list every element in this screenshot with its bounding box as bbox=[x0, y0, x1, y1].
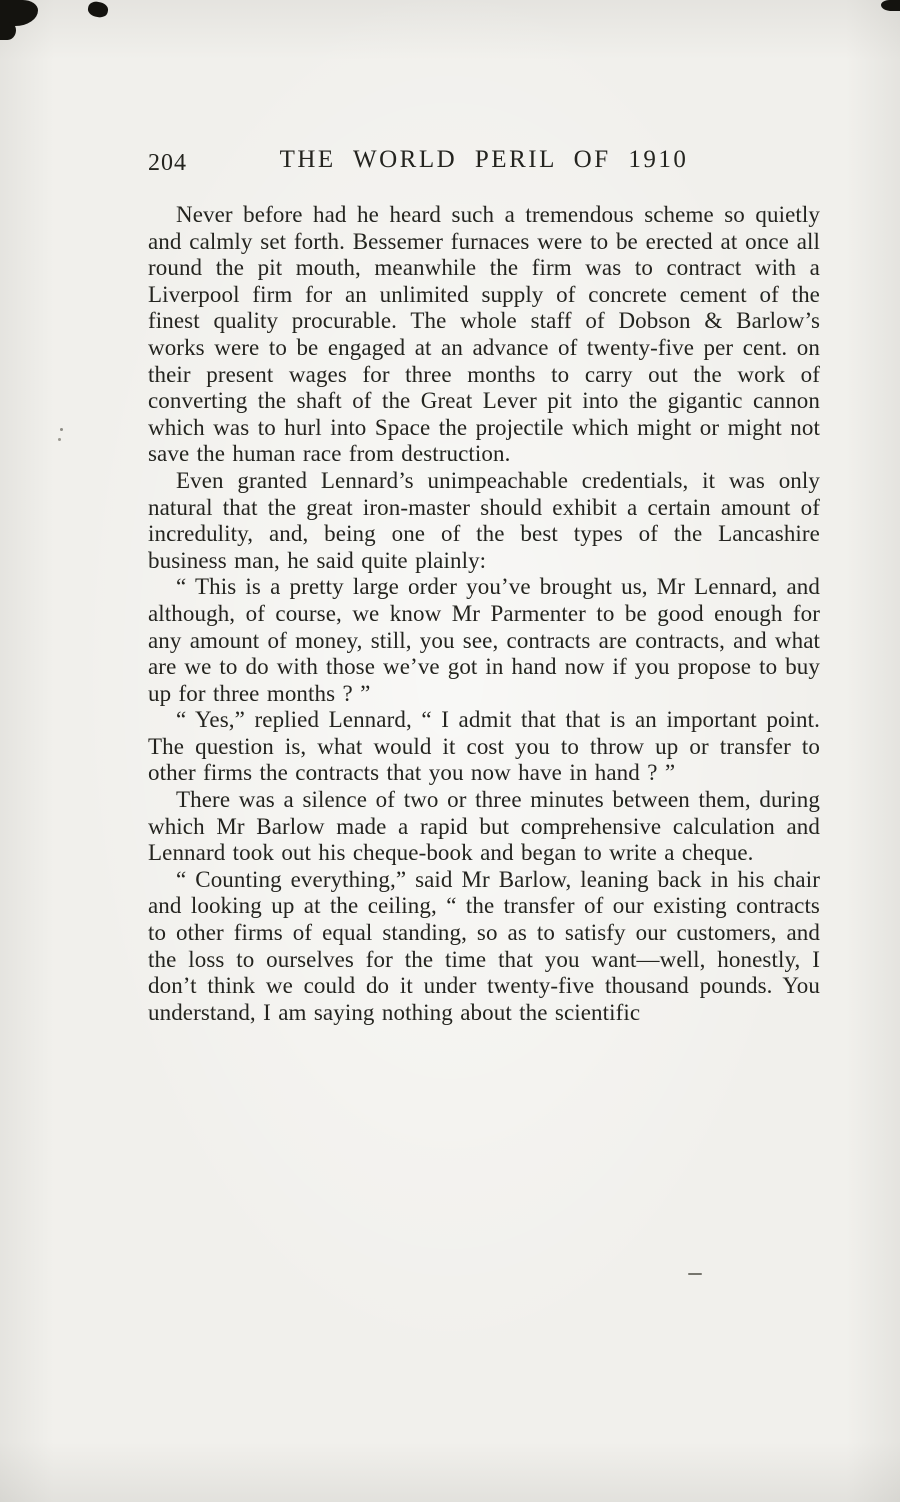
page-body bbox=[148, 202, 820, 1026]
scan-artifact bbox=[58, 438, 61, 441]
page-number: 204 bbox=[148, 150, 187, 176]
paragraph: “ Yes,” replied Lennard, “ I admit that that is an important point. The question is, what would it cost you to throw up or transfer to other firms the contracts that you now have in hand ? ” bbox=[148, 707, 820, 786]
scan-artifact bbox=[0, 22, 16, 40]
paragraph: “ Counting everything,” said Mr Barlow, leaning back in his chair and looking up at the ceiling, “ the transfer of our existing contracts to other firms of equal standing, so as to satisfy our customers, and the loss to ourselves for the time that you want—well, honestly, I don’t think we could do it under twenty-five thousand pounds. You understand, I am saying nothing about the scientific bbox=[148, 866, 820, 1025]
paragraph: There was a silence of two or three minutes between them, during which Mr Barlow made a rapid but comprehensive calculation and Lennard took out his cheque-book and began to write a cheque. bbox=[148, 787, 820, 866]
paragraph: “ This is a pretty large order you’ve brought us, Mr Lennard, and although, of course, we know Mr Parmenter to be good enough for any amount of money, still, you see, contracts are contracts, and what are we to do with those we’ve got in hand now if you propose to buy up for three months ? ” bbox=[148, 574, 820, 706]
running-title: THE WORLD PERIL OF 1910 bbox=[279, 146, 689, 173]
text-block bbox=[148, 146, 820, 1026]
scan-artifact bbox=[688, 1273, 702, 1275]
paragraph: Never before had he heard such a tremendous scheme so quietly and calmly set forth. Bessemer furnaces were to be erected at once all round the pit mouth, meanwhile the firm was to contract with a Liverpool firm for an unlimited supply of concrete cement of the finest quality procurable. The whole staff of Dobson & Barlow’s works were to be engaged at an advance of twenty-five per cent. on their present wages for three months to carry out the work of converting the shaft of the Great Lever pit into the gigantic cannon which was to hurl into Space the projectile which might or might not save the human race from destruction. bbox=[148, 202, 820, 467]
scan-artifact bbox=[60, 428, 63, 431]
page-header bbox=[148, 146, 820, 180]
paragraph: Even granted Lennard’s unimpeachable credentials, it was only natural that the great iron-master should exhibit a certain amount of incredulity, and, being one of the best types of the Lancashire business man, he said quite plainly: bbox=[148, 467, 820, 573]
scan-artifact bbox=[881, 0, 900, 11]
scan-artifact bbox=[87, 0, 110, 19]
